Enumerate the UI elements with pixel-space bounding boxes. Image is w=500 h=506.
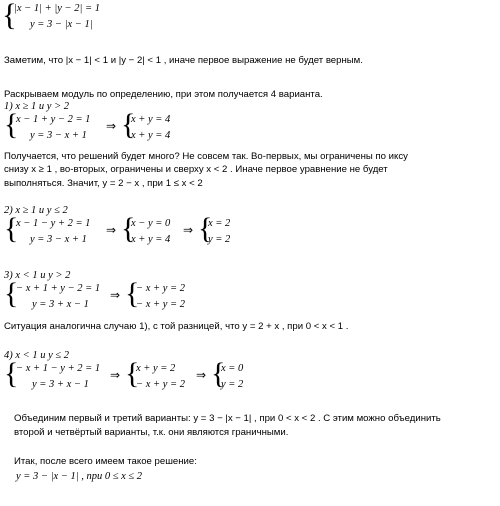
case-4-answer-2: y = 2: [221, 379, 244, 390]
case-2-answer-1: x = 2: [208, 218, 231, 229]
case-2-answer-2: y = 2: [208, 234, 231, 245]
case-1-res-1: x + y = 4: [131, 114, 171, 125]
implies-arrow: ⇒: [110, 288, 121, 302]
case-1-heading: 1) x ≥ 1 и y > 2: [4, 101, 70, 112]
system-brace: {: [125, 277, 140, 310]
system-eq-2: y = 3 − |x − 1|: [30, 19, 93, 30]
implies-arrow: ⇒: [106, 119, 117, 133]
implies-arrow: ⇒: [110, 368, 121, 382]
case-4-res-1: x + y = 2: [136, 363, 176, 374]
case-2-heading: 2) x ≥ 1 и y ≤ 2: [4, 205, 68, 216]
implies-arrow: ⇒: [183, 223, 194, 237]
implies-arrow: ⇒: [106, 223, 117, 237]
intro-paragraph: Раскрываем модуль по определению, при этом получается 4 варианта.: [4, 89, 323, 100]
merge-paragraph-1: Объединим первый и третий варианты: y = 3 − |x − 1| , при 0 < x < 2 . С этим можно объединить: [14, 413, 441, 424]
system-brace: {: [125, 357, 140, 390]
case-3-heading: 3) x < 1 и y > 2: [4, 270, 71, 281]
system-brace: {: [4, 277, 19, 310]
case-1-explanation-3: выполняться. Значит, y = 2 − x , при 1 ≤ x < 2: [4, 178, 203, 189]
case-1-explanation-1: Получается, что решений будет много? Не совсем так. Во-первых, мы ограничены по иксу: [4, 151, 408, 162]
case-4-eq-2: y = 3 + x − 1: [32, 379, 89, 390]
case-2-eq-2: y = 3 − x + 1: [30, 234, 87, 245]
case-4-eq-1: − x + 1 − y + 2 = 1: [16, 363, 101, 374]
case-3-res-1: − x + y = 2: [136, 283, 185, 294]
implies-arrow: ⇒: [196, 368, 207, 382]
case-1-explanation-2: снизу x ≥ 1 , во-вторых, ограничены и сверху x < 2 . Иначе первое уравнение не будет: [4, 164, 388, 175]
case-2-eq-1: x − 1 − y + 2 = 1: [16, 218, 91, 229]
case-1-res-2: x + y = 4: [131, 130, 171, 141]
case-1-eq-2: y = 3 − x + 1: [30, 130, 87, 141]
case-3-explanation: Ситуация аналогична случаю 1), с той разницей, что y = 2 + x , при 0 < x < 1 .: [4, 321, 349, 332]
case-4-answer-1: x = 0: [221, 363, 244, 374]
system-brace: {: [4, 212, 19, 245]
final-answer: y = 3 − |x − 1| , при 0 ≤ x ≤ 2: [16, 471, 143, 482]
case-3-res-2: − x + y = 2: [136, 299, 185, 310]
case-3-eq-2: y = 3 + x − 1: [32, 299, 89, 310]
system-brace: {: [121, 108, 136, 141]
case-2-res-2: x + y = 4: [131, 234, 171, 245]
final-intro: Итак, после всего имеем такое решение:: [14, 456, 197, 467]
case-2-res-1: x − y = 0: [131, 218, 171, 229]
system-brace: {: [211, 357, 226, 390]
case-1-eq-1: x − 1 + y − 2 = 1: [16, 114, 91, 125]
case-4-heading: 4) x < 1 и y ≤ 2: [4, 350, 70, 361]
merge-paragraph-2: второй и четвёртый варианты, т.к. они являются граничными.: [14, 427, 289, 438]
system-brace: {: [2, 0, 17, 32]
case-4-res-2: − x + y = 2: [136, 379, 185, 390]
system-brace: {: [198, 212, 213, 245]
note-paragraph: Заметим, что |x − 1| < 1 и |y − 2| < 1 , иначе первое выражение не будет верным.: [4, 55, 363, 66]
case-3-eq-1: − x + 1 + y − 2 = 1: [16, 283, 101, 294]
system-eq-1: |x − 1| + |y − 2| = 1: [14, 3, 100, 14]
system-brace: {: [4, 357, 19, 390]
system-brace: {: [121, 212, 136, 245]
system-brace: {: [4, 108, 19, 141]
